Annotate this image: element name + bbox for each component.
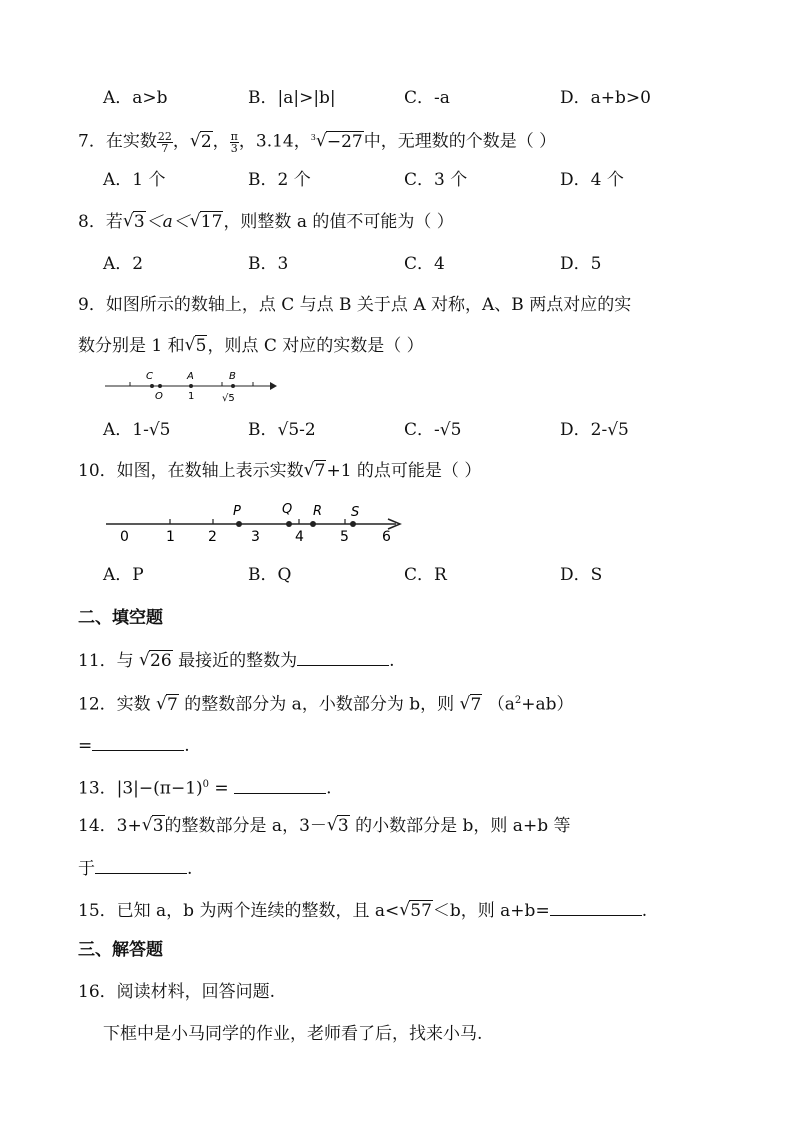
q14-yu: 于: [78, 859, 95, 879]
q7-sqrt2-val: 2: [200, 131, 212, 152]
q10-point-s: S: [351, 505, 360, 520]
q7-prefix: 7．在实数: [78, 131, 157, 152]
q12-sup: 2: [514, 695, 522, 706]
q7-frac-num: 22: [157, 129, 172, 143]
q7-stem: [78, 126, 556, 154]
q6-option-d: D．a+b>0: [560, 88, 651, 108]
q12-mid: 的整数部分为 a，小数部分为 b，则: [178, 694, 460, 715]
q13-answer-blank[interactable]: [234, 775, 326, 794]
q10-prefix: 10．如图，在数轴上表示实数: [78, 461, 304, 481]
q10-option-b: B．Q: [248, 565, 292, 585]
q8-prefix: 8．若: [78, 212, 123, 232]
q10-point-q: Q: [282, 502, 293, 517]
q7-pi-den: 3: [230, 141, 238, 155]
q9-label-one: 1: [188, 391, 195, 402]
q10-suffix: +1 的点可能是（ ）: [326, 461, 482, 481]
q9-option-a: A．1-√5: [103, 420, 171, 440]
q6-option-c: C．-a: [404, 88, 450, 108]
q7-pi-num: π: [230, 129, 238, 143]
q7-cbrt-index: 3: [310, 133, 316, 142]
q14-prefix: 14．3+: [78, 816, 142, 836]
q9-option-c: C．-√5: [404, 420, 462, 440]
q9-number-line: [100, 366, 280, 406]
q13-expr: 13．|3|−(π−1): [78, 778, 203, 799]
q9-label-a: A: [187, 371, 194, 382]
q10-tick-6: 6: [382, 529, 391, 545]
q9-sqrt5-val: 5: [195, 336, 207, 356]
q12-sqrt2-val: 7: [470, 694, 482, 715]
q9-option-b: B．√5-2: [248, 420, 316, 440]
q6-option-a: A．a>b: [103, 88, 168, 108]
q9-line1: 9．如图所示的数轴上，点 C 与点 B 关于点 A 对称，A、B 两点对应的实: [78, 295, 632, 315]
q14-mid: 的整数部分是 a，3－: [164, 816, 327, 836]
q7-sep2: ，: [212, 131, 230, 152]
q13-sup: 0: [202, 779, 210, 790]
q11-sqrt-val: 26: [150, 651, 172, 671]
q15-sqrt: [399, 899, 433, 923]
q8-lt: ＜a＜: [145, 212, 190, 232]
q12-answer-blank[interactable]: [92, 732, 184, 751]
q9-label-o: O: [155, 391, 163, 402]
q14-sqrt2-val: 3: [337, 816, 349, 836]
q10-tick-4: 4: [295, 529, 304, 545]
q10-sqrt7-val: 7: [314, 461, 326, 481]
q7-frac-den: 7: [161, 141, 169, 155]
q8-option-b: B．3: [248, 254, 289, 274]
q14-sqrt: [142, 814, 165, 838]
q14-stem: [78, 814, 570, 838]
q12-tail: （a: [482, 694, 515, 715]
q12-prefix: 12．实数: [78, 694, 157, 715]
section-fill-in: 二、填空题: [78, 608, 163, 628]
q15-suffix: ＜b，则 a+b=: [432, 901, 550, 921]
q7-cbrt: [316, 130, 364, 154]
q10-tick-0: 0: [120, 529, 129, 545]
q8-suffix: ，则整数 a 的值不可能为（ ）: [223, 212, 454, 232]
q7-fraction: [157, 131, 173, 154]
q14-sqrt2: [327, 814, 350, 838]
q8-sqrt17-val: 17: [200, 212, 223, 232]
q9-line2-suffix: ，则点 C 对应的实数是（ ）: [207, 336, 424, 356]
q7-option-c: C．3 个: [404, 170, 468, 190]
q13-stem: [78, 773, 332, 801]
q8-sqrt3-val: 3: [133, 212, 145, 232]
q13-eq: =: [209, 778, 235, 799]
q7-mid: ，3.14，: [238, 131, 311, 152]
q10-point-p: P: [233, 504, 241, 519]
q10-stem: [78, 459, 481, 483]
q16-line1: 16．阅读材料，回答问题.: [78, 982, 276, 1002]
q7-sqrt2: [190, 130, 213, 154]
q14-sqrt-val: 3: [152, 816, 164, 836]
q8-sqrt17: [190, 210, 224, 234]
q15-stem: [78, 897, 647, 923]
q10-point-r: R: [313, 504, 323, 519]
q15-end: .: [641, 901, 648, 921]
q14-suffix: 的小数部分是 b，则 a+b 等: [349, 816, 571, 836]
q8-stem: [78, 210, 454, 234]
q14-end: .: [187, 859, 193, 879]
q11-prefix: 11．与: [78, 651, 140, 671]
q11-answer-blank[interactable]: [297, 647, 389, 666]
q7-sep1: ，: [172, 131, 190, 152]
q9-label-root5: √5: [222, 393, 235, 404]
q10-option-d: D．S: [560, 565, 603, 585]
q10-tick-3: 3: [251, 529, 260, 545]
q10-tick-2: 2: [208, 529, 217, 545]
q8-option-d: D．5: [560, 254, 602, 274]
q9-label-c: C: [146, 371, 153, 382]
q15-answer-blank[interactable]: [550, 897, 642, 916]
q14-line2: [78, 855, 192, 881]
q12-tail2: +ab）: [521, 694, 574, 715]
q11-sqrt: [139, 649, 173, 673]
q15-sqrt-val: 57: [410, 901, 432, 921]
q7-pi-fraction: [230, 131, 239, 154]
q7-suffix: 中，无理数的个数是（ ）: [363, 131, 557, 152]
q9-option-d: D．2-√5: [560, 420, 629, 440]
q12-end: .: [184, 736, 190, 756]
q10-sqrt7: [304, 459, 327, 483]
q7-cbrt-val: −27: [326, 131, 363, 152]
q14-answer-blank[interactable]: [95, 855, 187, 874]
q7-option-a: A．1 个: [103, 170, 166, 190]
q10-number-line: [100, 498, 410, 546]
q9-label-b: B: [229, 371, 236, 382]
section-solve: 三、解答题: [78, 940, 163, 960]
q10-option-a: A．P: [103, 565, 144, 585]
q9-sqrt5: [185, 334, 208, 358]
q12-sqrt-val: 7: [167, 694, 178, 715]
q16-line2: 下框中是小马同学的作业，老师看了后，找来小马.: [103, 1024, 483, 1044]
q9-line2: [78, 334, 424, 358]
q12-sqrt: [156, 693, 179, 717]
q8-sqrt3: [123, 210, 146, 234]
q12-stem: [78, 689, 574, 717]
q8-option-a: A．2: [103, 254, 144, 274]
q10-tick-5: 5: [340, 529, 349, 545]
q6-option-b: B．|a|>|b|: [248, 88, 336, 108]
q7-option-d: D．4 个: [560, 170, 624, 190]
q15-prefix: 15．已知 a，b 为两个连续的整数，且 a<: [78, 901, 400, 921]
q10-option-c: C．R: [404, 565, 447, 585]
q12-equals: =: [78, 736, 93, 756]
q13-end: .: [326, 778, 332, 799]
q12-sqrt2: [460, 693, 483, 717]
q11-end: .: [389, 651, 395, 671]
q12-line2: [78, 732, 190, 758]
q11-stem: [78, 647, 395, 673]
q10-tick-1: 1: [166, 529, 175, 545]
q8-option-c: C．4: [404, 254, 445, 274]
q9-line2-prefix: 数分别是 1 和: [78, 336, 185, 356]
q7-option-b: B．2 个: [248, 170, 311, 190]
q11-suffix: 最接近的整数为: [172, 651, 298, 671]
